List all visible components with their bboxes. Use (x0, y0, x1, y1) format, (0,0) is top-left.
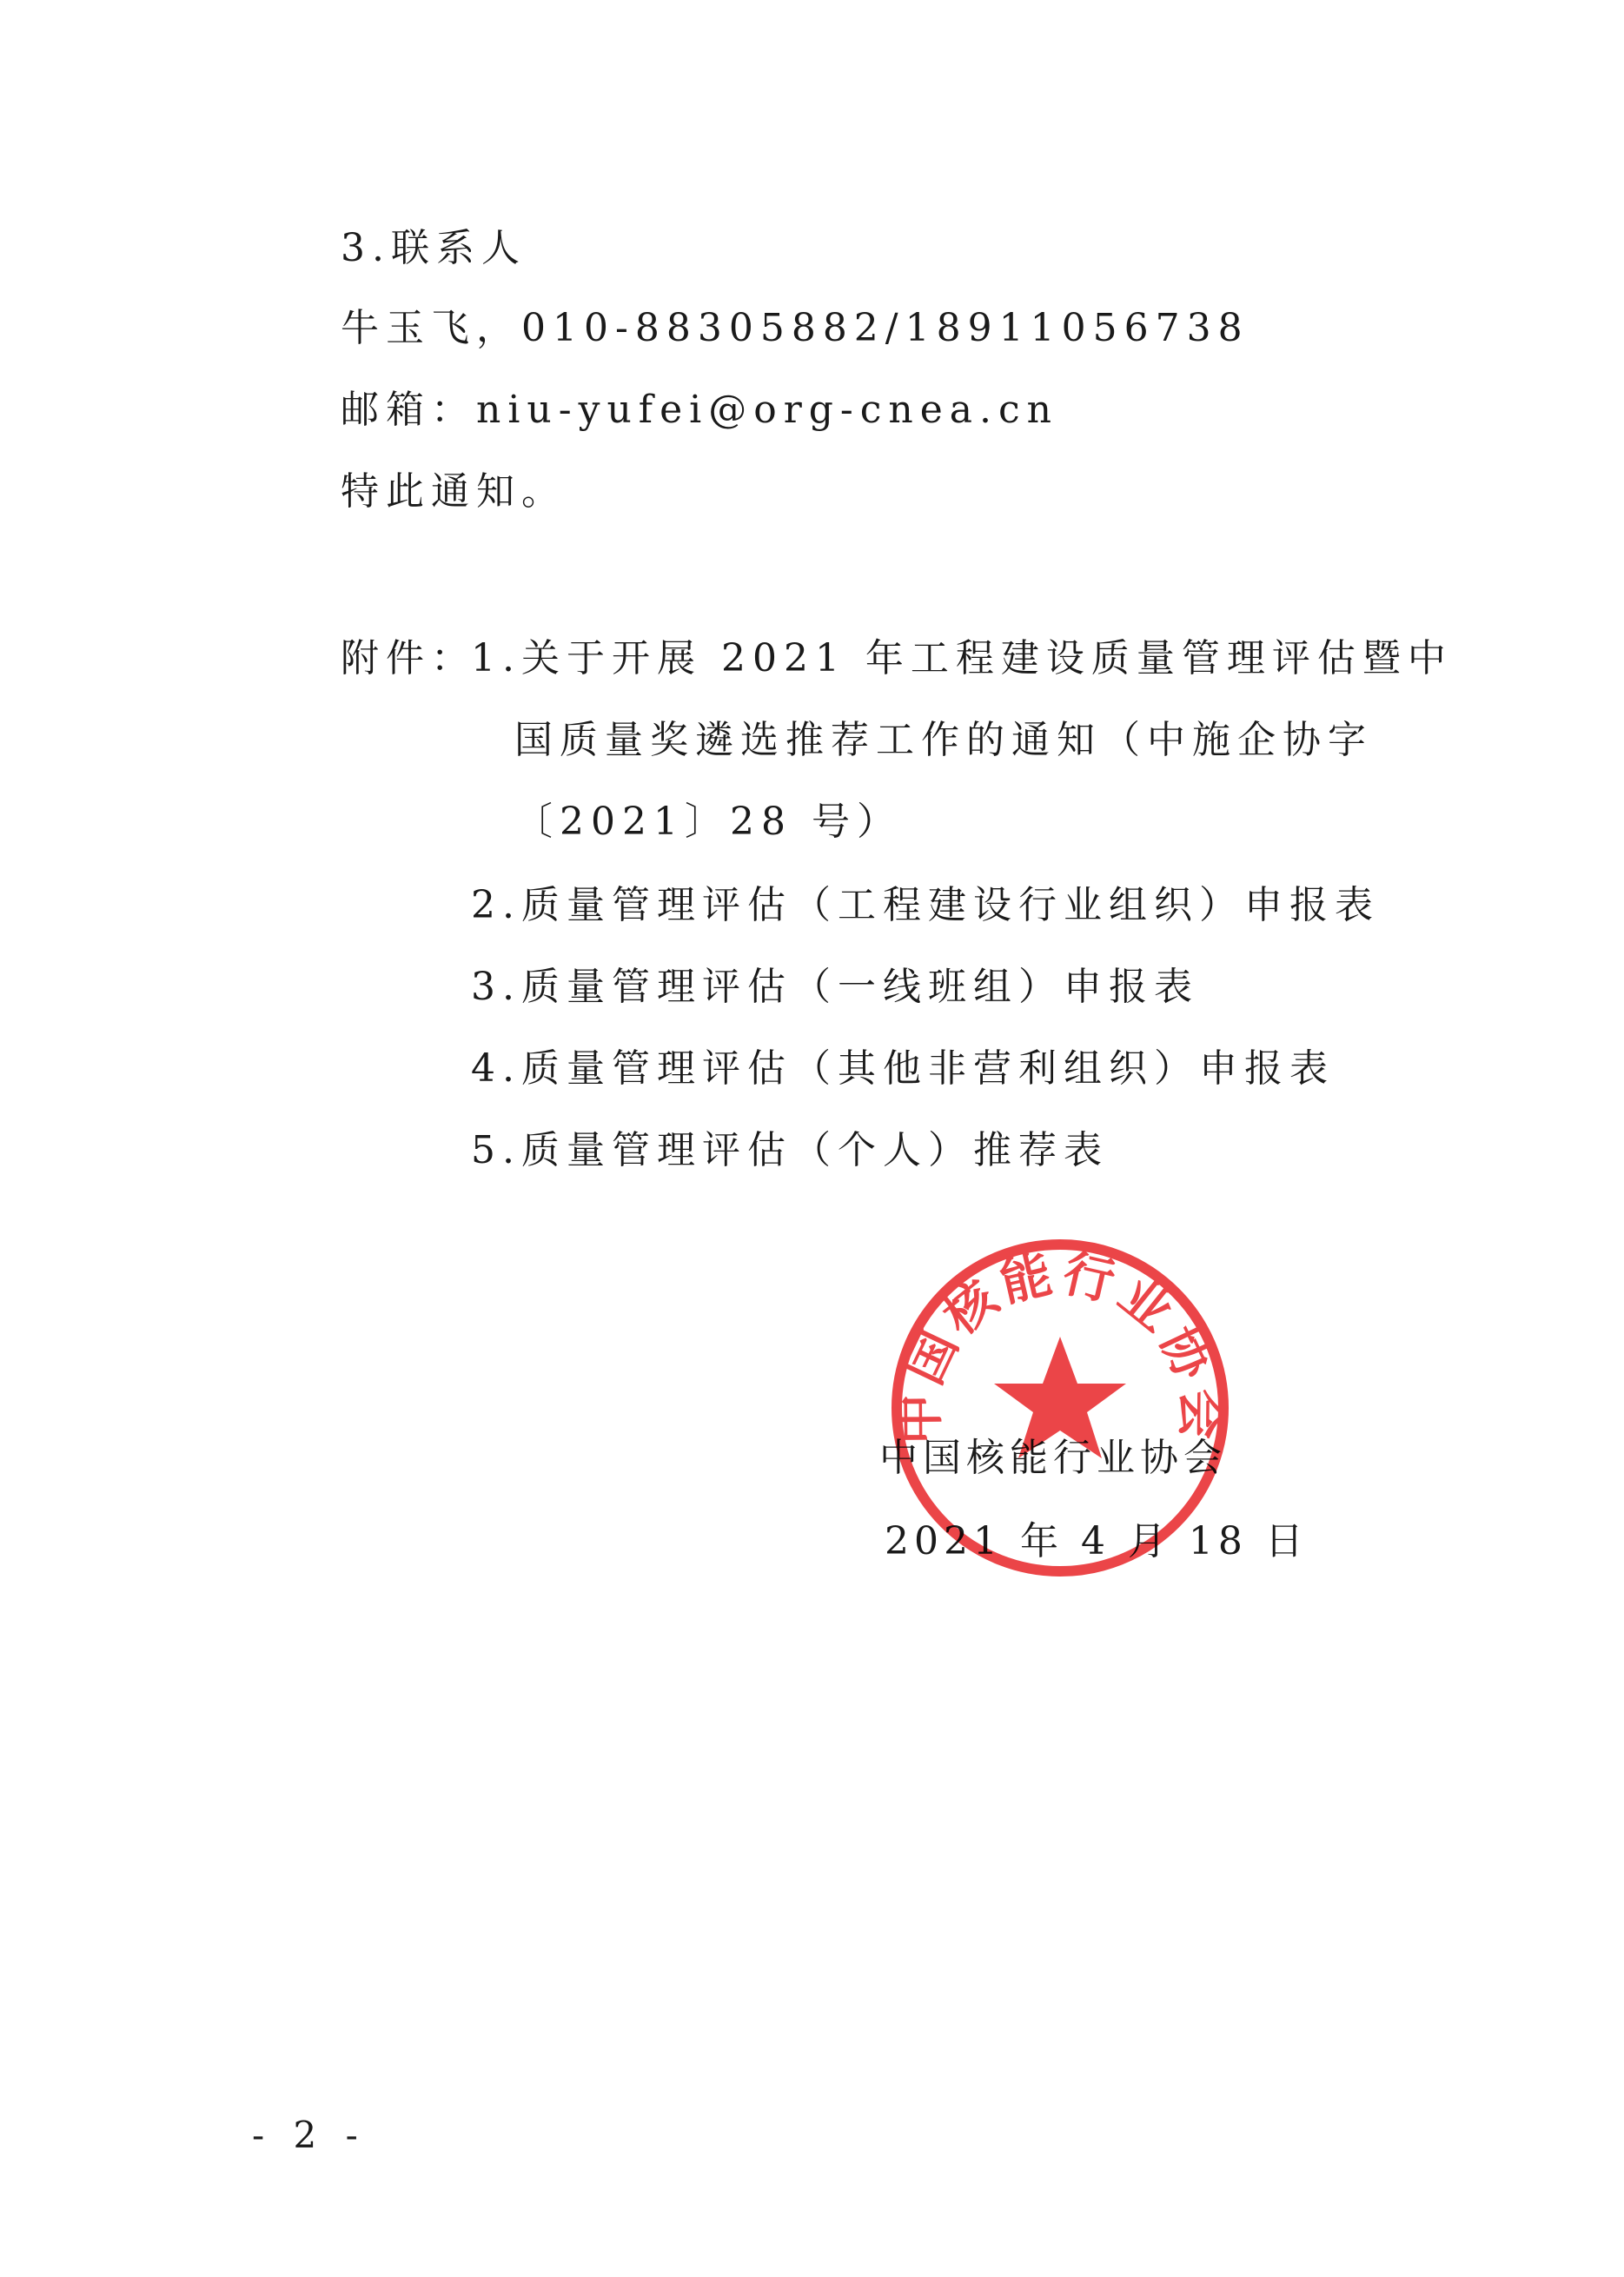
official-seal (886, 1234, 1234, 1582)
seal-arc-text: 中国核能行业协会 (889, 1243, 1231, 1445)
signature-date: 2021 年 4 月 18 日 (885, 1519, 1309, 1563)
signature-org: 中国核能行业协会 (879, 1436, 1227, 1480)
attachments-label: 附件： (341, 636, 476, 680)
page-number: - 2 - (252, 2114, 367, 2156)
attachment-item-3: 3.质量管理评估（一线班组）申报表 (471, 965, 1199, 1009)
contact-email: 邮箱：niu-yufei@org-cnea.cn (341, 388, 1058, 432)
attachment-item-2: 2.质量管理评估（工程建设行业组织）申报表 (471, 883, 1380, 927)
closing-statement: 特此通知。 (341, 469, 567, 514)
seal-star-icon (994, 1337, 1126, 1458)
contact-phone: 牛玉飞，010-88305882/18911056738 (341, 306, 1249, 350)
attachment-item-1-cont2: 〔2021〕28 号） (514, 800, 902, 844)
attachment-item-5: 5.质量管理评估（个人）推荐表 (471, 1128, 1109, 1172)
attachment-item-4: 4.质量管理评估（其他非营利组织）申报表 (471, 1046, 1335, 1091)
attachment-item-1: 1.关于开展 2021 年工程建设质量管理评估暨中 (471, 636, 1453, 680)
contact-heading: 3.联系人 (341, 226, 527, 270)
attachment-item-1-cont: 国质量奖遴选推荐工作的通知（中施企协字 (514, 718, 1373, 762)
